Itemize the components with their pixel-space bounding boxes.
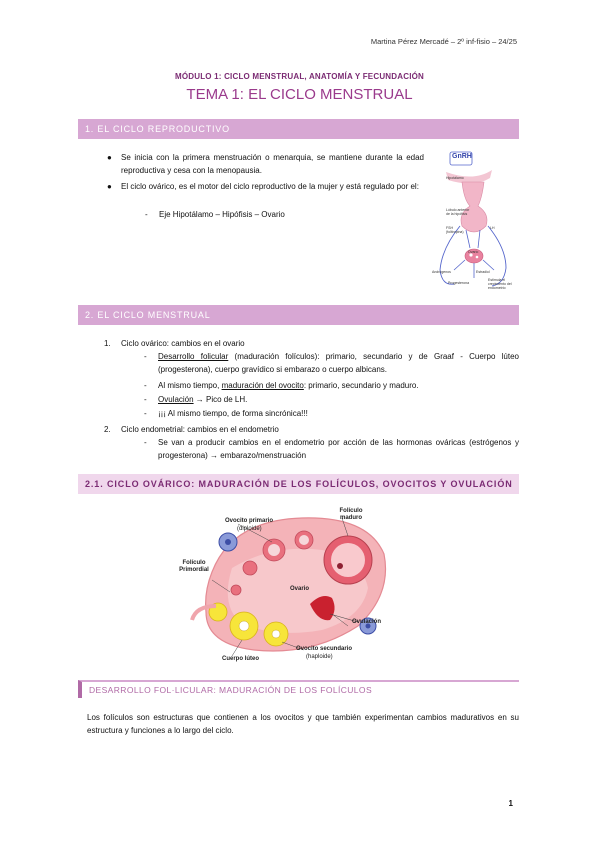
- section3-paragraph: Los folículos son estructuras que contienen a los ovocitos y que también experimentan cambios madurativos en su estructura y funciones a lo largo del ciclo.: [87, 713, 519, 735]
- section1-sub-item: - Eje Hipotálamo – Hipófisis – Ovario: [145, 210, 285, 219]
- figure1-lh: LH: [490, 226, 495, 230]
- section-heading-2-1: 2.1. CICLO OVÁRICO: MADURACIÓN DE LOS FOLÍCULOS, OVOCITOS Y OVULACIÓN: [78, 474, 519, 494]
- section-heading-desarrollo: DESARROLLO FOL·LICULAR: MADURACIÓN DE LOS FOLÍCULOS: [78, 680, 519, 698]
- section2-item-2: 2. Ciclo endometrial: cambios en el endometrio: [104, 425, 279, 434]
- section-heading-2: 2. EL CICLO MENSTRUAL: [78, 305, 519, 325]
- figure2-ovocito-primario: Ovocito primario: [225, 518, 274, 524]
- section2-item1-sub-1: - Desarrollo folicular (maduración folículos): primario, secundario y de Graaf - Cuerpo lúteo (progesterona), cuerpo gravídico si embarazo o cuerpo albicans.: [144, 352, 520, 374]
- figure2-ovulacion: Ovulación: [352, 619, 382, 625]
- figure2-foliculo-primordial: Folículo Primordial: [179, 560, 209, 573]
- figure2-haploide: (haploide): [306, 654, 333, 660]
- bullet-dot: ●: [107, 153, 112, 162]
- figure2-ovario: Ovario: [290, 586, 310, 592]
- figure2-diploide: (diploide): [237, 526, 262, 532]
- figure1-estimulo: Estimula el crecimiento del endometrio: [488, 278, 512, 290]
- section2-item1-sub-2: - Al mismo tiempo, maduración del ovocito: primario, secundario y maduro.: [144, 381, 419, 390]
- running-header: Martina Pérez Mercadé – 2º inf-fisio – 24/25: [370, 37, 517, 46]
- dash-marker: -: [145, 210, 148, 219]
- figure2-cuerpo-luteo: Cuerpo lúteo: [222, 656, 259, 662]
- figure2-ovocito-secundario: Ovocito secundario: [296, 646, 353, 652]
- section1-bullet-2: ● El ciclo ovárico, es el motor del ciclo reproductivo de la mujer y está regulado por el:: [107, 182, 419, 191]
- figure1-ovario: Ovario: [468, 250, 479, 254]
- ovary-maturation-illustration: [172, 502, 398, 666]
- figure1-progesterona: Progesterona: [448, 281, 470, 285]
- page-number: 1: [508, 799, 513, 808]
- section2-item2-sub-1: - Se van a producir cambios en el endometrio por acción de las hormonas ováricas (estrógenos y progesterona) → embarazo/menstruación: [144, 438, 519, 460]
- figure2-foliculo-maduro: Folículo maduro: [339, 508, 363, 521]
- figure1-lobulo: Lóbulo anterior de la hipófisis: [446, 208, 470, 216]
- section-heading-1: 1. EL CICLO REPRODUCTIVO: [78, 119, 519, 139]
- tema-title: TEMA 1: EL CICLO MENSTRUAL: [186, 86, 413, 103]
- module-title: MÓDULO 1: CICLO MENSTRUAL, ANATOMÍA Y FECUNDACIÓN: [174, 72, 425, 81]
- section2-item-1: 1. Ciclo ovárico: cambios en el ovario: [104, 339, 245, 348]
- figure1-estradiol: Estradiol: [476, 270, 490, 274]
- figure1-androgenos: Andrógenos: [432, 270, 451, 274]
- section1-bullet-1: ● Se inicia con la primera menstruación o menarquia, se mantiene durante la edad reproductiva y cesa con la menopausia.: [107, 153, 424, 175]
- figure1-gnrh: GnRH: [452, 153, 472, 160]
- section2-item1-sub-4: - ¡¡¡ Al mismo tiempo, de forma sincrónica!!!: [144, 409, 308, 418]
- bullet-dot: ●: [107, 182, 112, 191]
- section2-item1-sub-3: - Ovulación → Pico de LH.: [144, 395, 248, 404]
- figure1-hipotalamo: Hipotálamo: [446, 176, 464, 180]
- figure1-fsh: FSH (folitropina): [446, 226, 464, 234]
